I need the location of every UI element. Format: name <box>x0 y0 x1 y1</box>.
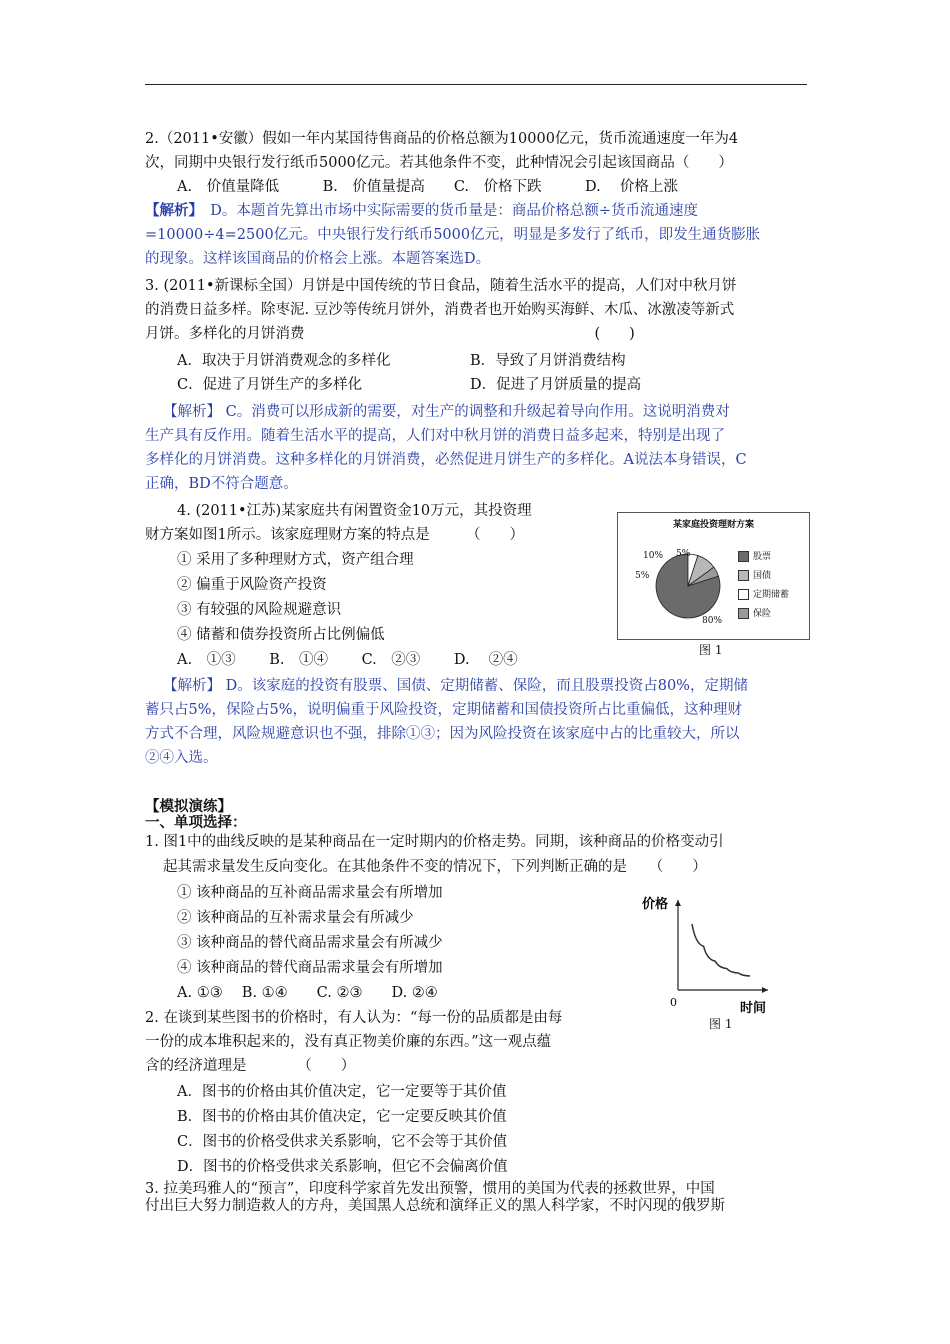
mock-q2-stem-line2: 一份的成本堆积起来的，没有真正物美价廉的东西。”这一观点蕴 <box>145 1034 552 1050</box>
q4-analysis-line1: 【解析】 D。该家庭的投资有股票、国债、定期储蓄、保险，而且股票投资占80%，定期储 <box>163 678 748 694</box>
legend-item-guozhai: 国债 <box>738 570 771 582</box>
pie-label-baoxian: 5% <box>676 549 691 559</box>
q2-analysis-line3: 的现象。这样该国商品的价格会上涨。本题答案选D。 <box>145 251 491 267</box>
header-rule <box>145 84 807 85</box>
q4-statement-1: ① 采用了多种理财方式，资产组合理 <box>177 552 414 568</box>
q3-option-b: B．导致了月饼消费结构 <box>470 353 626 369</box>
q4-analysis-line3: 方式不合理，风险规避意识也不强，排除①③；因为风险投资在该家庭中占的比重较大，所以 <box>145 726 740 742</box>
mock-q1-stem-line1: 1. 图1中的曲线反映的是某种商品在一定时期内的价格走势。同期，该种商品的价格变动引 <box>145 834 724 850</box>
q4-analysis-line2: 蓄只占5%，保险占5%，说明偏重于风险投资，定期储蓄和国债投资所占比重偏低，这种理财 <box>145 702 743 718</box>
pie-label-gupiao: 80% <box>702 616 723 626</box>
analysis-tag: 【解析】 <box>145 202 196 219</box>
legend-swatch <box>738 551 749 562</box>
legend-swatch <box>738 608 749 619</box>
mock-q1-statement-3: ③ 该种商品的替代商品需求量会有所减少 <box>177 935 443 951</box>
mock-q1-stem-line2: 起其需求量发生反向变化。在其他条件不变的情况下，下列判断正确的是 （ ） <box>163 859 707 875</box>
mock-q1-statement-2: ② 该种商品的互补需求量会有所减少 <box>177 910 414 926</box>
mock-q2-option-c: C．图书的价格受供求关系影响，它不会等于其价值 <box>177 1134 508 1150</box>
origin-label: 0 <box>670 996 677 1009</box>
q3-stem-line2: 的消费日益多样。除枣泥. 豆沙等传统月饼外，消费者也开始购买海鲜、木瓜、冰激凌等新式 <box>145 302 735 318</box>
q4-stem-line2: 财方案如图1所示。该家庭理财方案的特点是 （ ） <box>145 527 524 543</box>
pie-label-guozhai: 10% <box>643 551 664 561</box>
pie-chart-title: 某家庭投资理财方案 <box>672 520 754 530</box>
q4-statement-4: ④ 储蓄和债券投资所占比例偏低 <box>177 627 385 643</box>
q3-option-d: D．促进了月饼质量的提高 <box>470 377 642 393</box>
price-curve <box>692 924 750 976</box>
mock-q1-statement-4: ④ 该种商品的替代商品需求量会有所增加 <box>177 960 443 976</box>
legend-item-baoxian: 保险 <box>738 608 771 620</box>
mock-q2-stem-line1: 2. 在谈到某些图书的价格时，有人认为：“每一份的品质都是由每 <box>145 1010 563 1026</box>
line-figure-caption: 图 1 <box>709 1017 733 1031</box>
legend-item-gupiao: 股票 <box>738 551 771 563</box>
mock-heading: 【模拟演练】 <box>145 798 232 815</box>
y-axis-label: 价格 <box>642 897 669 912</box>
q2-options: A. 价值量降低 B. 价值量提高 C. 价格下跌 D. 价格上涨 <box>177 179 678 195</box>
x-axis-arrow <box>762 987 768 993</box>
pie-figure-caption: 图 1 <box>699 643 723 657</box>
q4-statement-2: ② 偏重于风险资产投资 <box>177 577 327 593</box>
price-line-chart <box>640 886 780 1026</box>
pie-label-chuxu: 5% <box>635 571 650 581</box>
mock-q2-option-d: D．图书的价格受供求关系影响，但它不会偏离价值 <box>177 1159 508 1175</box>
legend-swatch <box>738 589 749 600</box>
mock-q1-options: A. ①③ B. ①④ C. ②③ D. ②④ <box>177 985 438 1001</box>
q4-options: A. ①③ B. ①④ C. ②③ D. ②④ <box>177 652 518 668</box>
legend-swatch <box>738 570 749 581</box>
q3-analysis-line1: 【解析】 C。消费可以形成新的需要，对生产的调整和升级起着导向作用。这说明消费对 <box>163 404 730 420</box>
pie-chart-figure <box>617 512 810 640</box>
q3-analysis-line3: 多样化的月饼消费。这种多样化的月饼消费，必然促进月饼生产的多样化。A说法本身错误，C <box>145 452 747 468</box>
q3-analysis-line4: 正确，BD不符合题意。 <box>145 476 298 492</box>
q3-analysis-line2: 生产具有反作用。随着生活水平的提高，人们对中秋月饼的消费日益多起来，特别是出现了 <box>145 428 725 444</box>
q3-stem-line3: 月饼。多样化的月饼消费 ( ) <box>145 326 635 342</box>
legend-item-chuxu: 定期储蓄 <box>738 589 789 601</box>
mock-q3-stem-line2: 付出巨大努力制造救人的方舟，美国黑人总统和演绎正义的黑人科学家，不时闪现的俄罗斯 <box>145 1198 725 1214</box>
mock-q2-stem-line3: 含的经济道理是 （ ） <box>145 1058 356 1074</box>
q4-statement-3: ③ 有较强的风险规避意识 <box>177 602 342 618</box>
mock-section-title: 一、单项选择： <box>145 814 247 831</box>
mock-q1-statement-1: ① 该种商品的互补商品需求量会有所增加 <box>177 885 443 901</box>
q4-stem-line1: 4. (2011•江苏)某家庭共有闲置资金10万元，其投资理 <box>177 503 532 519</box>
mock-q3-stem-line1: 3. 拉美玛雅人的“预言”，印度科学家首先发出预警，惯用的美国为代表的拯救世界，中国 <box>145 1181 715 1197</box>
x-axis-label: 时间 <box>740 1001 767 1016</box>
mock-q2-option-a: A．图书的价格由其价值决定，它一定要等于其价值 <box>177 1084 507 1100</box>
q3-option-c: C．促进了月饼生产的多样化 <box>177 377 363 393</box>
q3-option-a: A．取决于月饼消费观念的多样化 <box>177 353 391 369</box>
q2-analysis-line1: 【解析】 D。本题首先算出市场中实际需要的货币量是：商品价格总额÷货币流通速度 <box>145 202 699 219</box>
q2-stem-line2: 次，同期中央银行发行纸币5000亿元。若其他条件不变，此种情况会引起该国商品（ ） <box>145 155 733 171</box>
q2-stem-line1: 2.（2011•安徽）假如一年内某国待售商品的价格总额为10000亿元，货币流通速度一年为4 <box>145 131 739 147</box>
mock-q2-option-b: B．图书的价格由其价值决定，它一定要反映其价值 <box>177 1109 507 1125</box>
y-axis-arrow <box>675 900 681 906</box>
q3-stem-line1: 3. (2011•新课标全国）月饼是中国传统的节日食品，随着生活水平的提高，人们对中秋月饼 <box>145 278 737 294</box>
q4-analysis-line4: ②④入选。 <box>145 750 218 766</box>
q2-analysis-line2: =10000÷4=2500亿元。中央银行发行纸币5000亿元，明显是多发行了纸币，即发生通货膨胀 <box>145 227 761 243</box>
